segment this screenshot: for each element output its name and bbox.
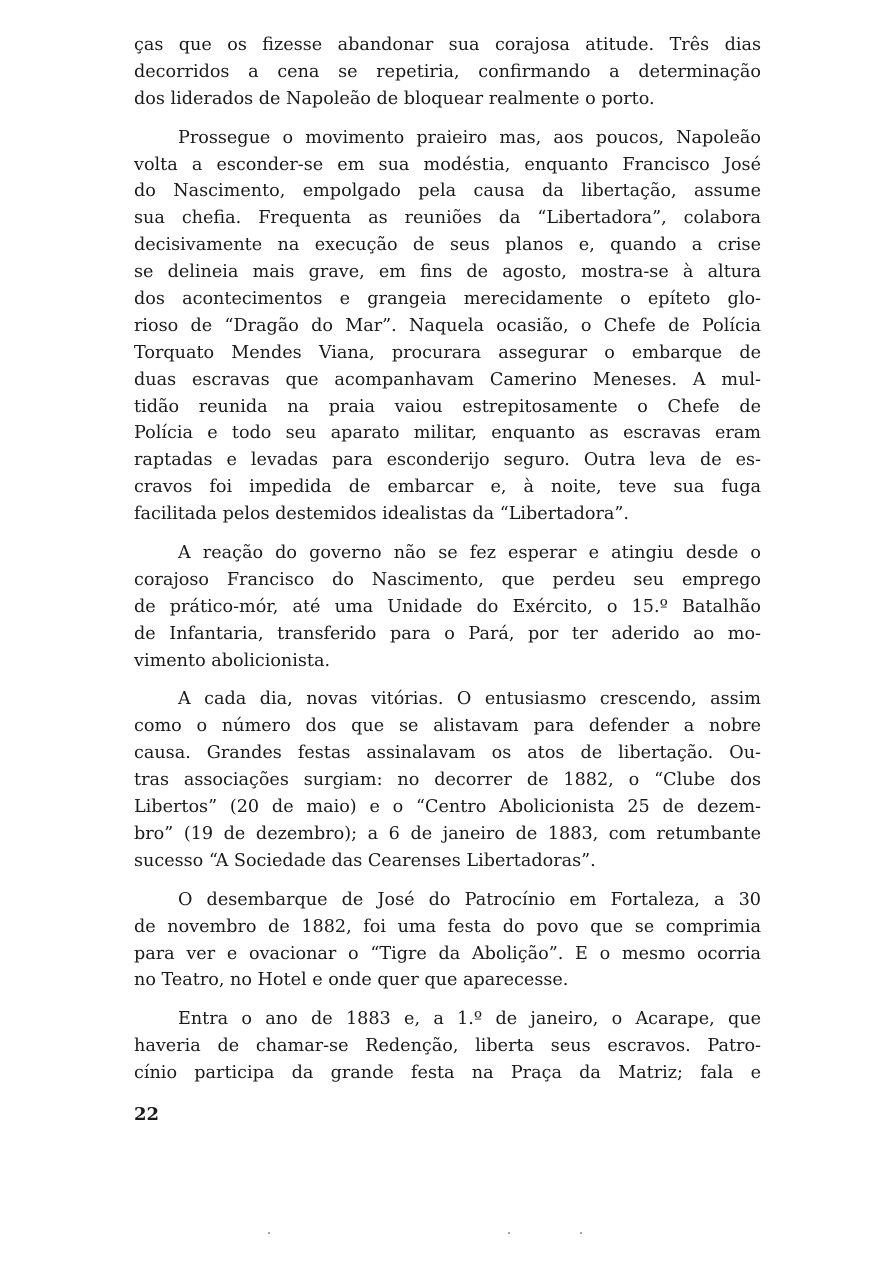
paragraph xyxy=(134,686,761,874)
text-line: tidão reunida na praia vaiou estrepitosamente o Chefe de xyxy=(134,396,761,417)
text-line: decorridos a cena se repetiria, confirmando a determinação xyxy=(134,61,761,82)
scan-speck xyxy=(508,1232,510,1234)
text-line: se delineia mais grave, em fins de agosto, mostra-se à altura xyxy=(134,262,761,283)
text-line: A cada dia, novas vitórias. O entusiasmo crescendo, assim xyxy=(178,689,761,710)
scan-speck xyxy=(268,1232,270,1234)
text-line: sucesso “A Sociedade das Cearenses Libertadoras”. xyxy=(134,850,596,871)
paragraph xyxy=(134,540,761,674)
text-line: bro” (19 de dezembro); a 6 de janeiro de 1883, com retumbante xyxy=(134,823,761,844)
text-line: cínio participa da grande festa na Praça da Matriz; fala e xyxy=(134,1063,761,1084)
paragraph xyxy=(134,887,761,995)
text-line: corajoso Francisco do Nascimento, que perdeu seu emprego xyxy=(134,569,761,590)
paragraph xyxy=(134,125,761,528)
text-line: duas escravas que acompanhavam Camerino Meneses. A mul- xyxy=(134,369,761,390)
text-line: do Nascimento, empolgado pela causa da libertação, assume xyxy=(134,181,761,202)
text-line: tras associações surgiam: no decorrer de 1882, o “Clube dos xyxy=(134,770,761,791)
text-line: ças que os fizesse abandonar sua corajosa atitude. Três dias xyxy=(134,35,761,55)
text-line: Torquato Mendes Viana, procurara assegurar o embarque de xyxy=(134,342,761,363)
text-line: dos liderados de Napoleão de bloquear realmente o porto. xyxy=(134,88,655,109)
paragraph xyxy=(134,1006,761,1087)
text-line: como o número dos que se alistavam para defender a nobre xyxy=(134,716,761,737)
page-number: 22 xyxy=(134,1104,160,1125)
text-line: raptadas e levadas para esconderijo seguro. Outra leva de es- xyxy=(134,450,761,471)
page-body xyxy=(134,32,761,1099)
text-block xyxy=(134,32,761,1087)
text-line: causa. Grandes festas assinalavam os atos de libertação. Ou- xyxy=(134,743,761,764)
scan-speck xyxy=(580,1232,582,1234)
text-line: haveria de chamar-se Redenção, liberta seus escravos. Patro- xyxy=(134,1036,761,1057)
text-line: de novembro de 1882, foi uma festa do povo que se comprimia xyxy=(134,916,761,937)
paragraph xyxy=(134,32,761,113)
text-line: facilitada pelos destemidos idealistas da “Libertadora”. xyxy=(134,504,630,525)
text-line: no Teatro, no Hotel e onde quer que aparecesse. xyxy=(134,970,569,991)
text-line: O desembarque de José do Patrocínio em Fortaleza, a 30 xyxy=(178,889,761,910)
text-line: rioso de “Dragão do Mar”. Naquela ocasião, o Chefe de Polícia xyxy=(134,315,761,336)
text-line: de prático-mór, até uma Unidade do Exército, o 15.º Batalhão xyxy=(134,596,761,617)
text-line: Prossegue o movimento praieiro mas, aos poucos, Napoleão xyxy=(178,127,761,148)
text-line: cravos foi impedida de embarcar e, à noite, teve sua fuga xyxy=(134,477,761,498)
text-line: Entra o ano de 1883 e, a 1.º de janeiro, o Acarape, que xyxy=(178,1009,761,1030)
text-line: vimento abolicionista. xyxy=(134,650,331,671)
text-line: A reação do governo não se fez esperar e atingiu desde o xyxy=(178,543,761,564)
text-line: sua chefia. Frequenta as reuniões da “Libertadora”, colabora xyxy=(134,208,761,229)
text-line: Polícia e todo seu aparato militar, enquanto as escravas eram xyxy=(134,423,761,444)
text-line: para ver e ovacionar o “Tigre da Abolição”. E o mesmo ocorria xyxy=(134,943,761,964)
text-line: decisivamente na execução de seus planos e, quando a crise xyxy=(134,235,761,256)
text-line: Libertos” (20 de maio) e o “Centro Abolicionista 25 de dezem- xyxy=(134,797,761,818)
text-line: volta a esconder-se em sua modéstia, enquanto Francisco José xyxy=(134,154,761,175)
text-line: dos acontecimentos e grangeia merecidamente o epíteto glo- xyxy=(134,289,761,310)
text-line: de Infantaria, transferido para o Pará, por ter aderido ao mo- xyxy=(134,623,761,644)
